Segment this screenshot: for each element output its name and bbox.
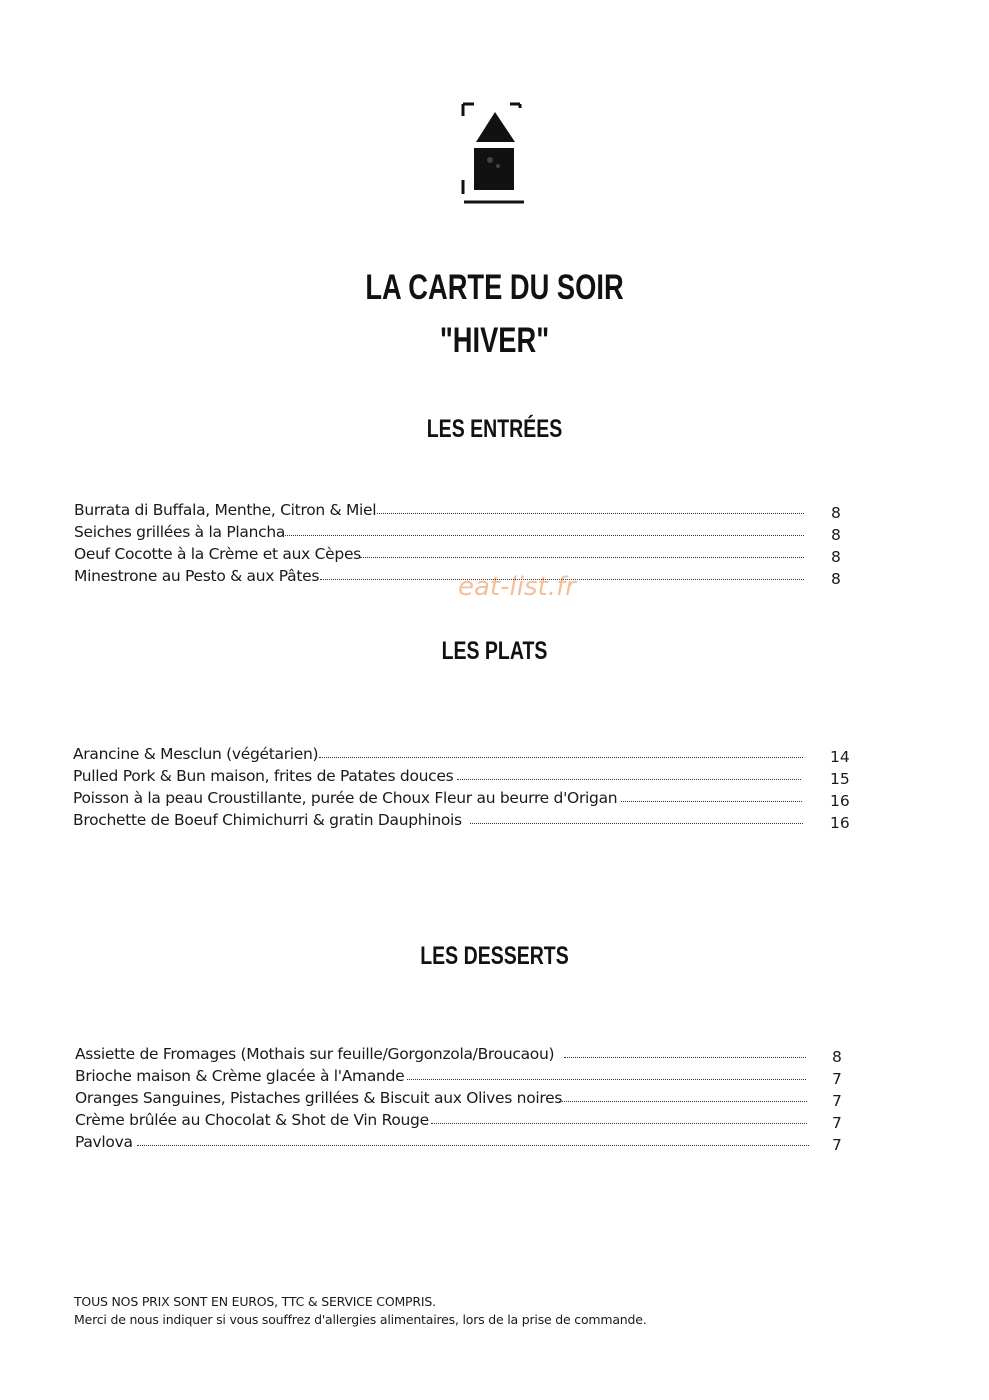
watermark: eat-list.fr <box>458 572 576 602</box>
list-item <box>74 543 854 565</box>
item-price: 16 <box>830 814 850 832</box>
item-name: Brochette de Boeuf Chimichurri & gratin Dauphinois <box>73 811 462 829</box>
item-name: Oranges Sanguines, Pistaches grillées & Biscuit aux Olives noires <box>75 1089 563 1107</box>
item-name: Assiette de Fromages (Mothais sur feuille/Gorgonzola/Broucaou) <box>75 1045 555 1063</box>
dot-leader <box>282 535 804 536</box>
list-item <box>74 521 854 543</box>
item-price: 7 <box>832 1136 842 1154</box>
item-name: Seiches grillées à la Plancha <box>74 523 286 541</box>
item-price: 8 <box>832 1048 842 1066</box>
list-item <box>75 1087 855 1109</box>
item-name: Pulled Pork & Bun maison, frites de Patates douces <box>73 767 454 785</box>
menu-title: LA CARTE DU SOIR <box>365 268 624 307</box>
dot-leader <box>377 513 804 514</box>
item-name: Minestrone au Pesto & aux Pâtes <box>74 567 320 585</box>
list-item <box>74 565 854 587</box>
item-price: 14 <box>830 748 850 766</box>
section-title-desserts: LES DESSERTS <box>420 942 569 970</box>
list-item <box>73 809 863 831</box>
item-price: 7 <box>832 1114 842 1132</box>
item-name: Crème brûlée au Chocolat & Shot de Vin Rouge <box>75 1111 429 1129</box>
dot-leader <box>470 823 803 824</box>
dot-leader <box>431 1123 807 1124</box>
item-name: Arancine & Mesclun (végétarien) <box>73 745 319 763</box>
list-item <box>73 765 863 787</box>
item-price: 8 <box>831 504 841 522</box>
dot-leader <box>407 1079 806 1080</box>
item-name: Oeuf Cocotte à la Crème et aux Cèpes <box>74 545 361 563</box>
menu-subtitle: "HIVER" <box>439 321 550 360</box>
house-stamp-icon <box>460 100 530 208</box>
list-item <box>74 499 854 521</box>
section-title-plats: LES PLATS <box>441 637 548 665</box>
item-price: 7 <box>832 1092 842 1110</box>
list-item <box>75 1109 855 1131</box>
item-price: 7 <box>832 1070 842 1088</box>
dot-leader <box>319 757 803 758</box>
section-title-entrees: LES ENTRÉES <box>426 415 563 443</box>
list-item <box>75 1131 855 1153</box>
dot-leader <box>320 579 804 580</box>
item-name: Pavlova <box>75 1133 133 1151</box>
list-item <box>73 787 863 809</box>
footer-prices-note: TOUS NOS PRIX SONT EN EUROS, TTC & SERVICE COMPRIS. <box>74 1294 436 1309</box>
list-item <box>75 1065 855 1087</box>
item-price: 8 <box>831 526 841 544</box>
item-name: Poisson à la peau Croustillante, purée de Choux Fleur au beurre d'Origan <box>73 789 618 807</box>
item-name: Burrata di Buffala, Menthe, Citron & Miel <box>74 501 377 519</box>
item-name: Brioche maison & Crème glacée à l'Amande <box>75 1067 405 1085</box>
item-price: 15 <box>830 770 850 788</box>
dot-leader <box>137 1145 809 1146</box>
dot-leader <box>564 1057 806 1058</box>
item-price: 8 <box>831 548 841 566</box>
dot-leader <box>559 1101 807 1102</box>
dot-leader <box>360 557 804 558</box>
list-item <box>75 1043 855 1065</box>
list-item <box>73 743 863 765</box>
item-price: 16 <box>830 792 850 810</box>
footer-allergy-note: Merci de nous indiquer si vous souffrez d'allergies alimentaires, lors de la prise de commande. <box>74 1312 647 1327</box>
item-price: 8 <box>831 570 841 588</box>
dot-leader <box>457 779 801 780</box>
dot-leader <box>621 801 802 802</box>
